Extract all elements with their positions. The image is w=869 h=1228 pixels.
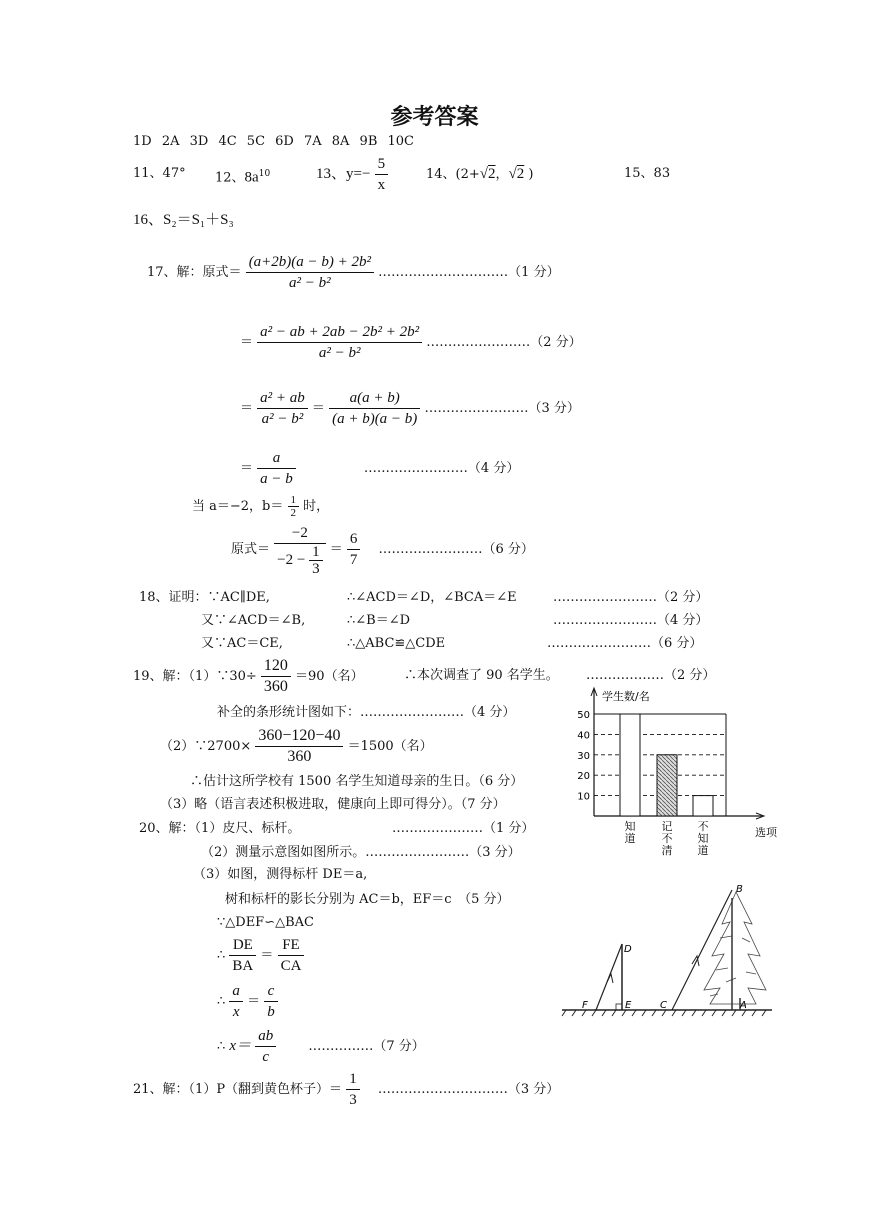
category-label: 道	[697, 844, 709, 857]
q20-result: ∴ x＝ $\frac{ab}{c}$ ……………（7 分）	[217, 1028, 425, 1065]
q18-l3b: ∴△ABC≌△CDE	[347, 636, 446, 651]
shadow-measure-diagram	[560, 878, 776, 1024]
category-label: 记	[661, 820, 673, 833]
right-angle-mark	[616, 1004, 622, 1010]
q19-l1d: ………………（2 分）	[586, 668, 716, 683]
q18-l2c: ……………………（4 分）	[553, 613, 709, 628]
answer-15: 15、83	[624, 166, 671, 181]
q19-line5: （3）略（语言表述积极进取，健康向上即可得分）。（7 分）	[160, 797, 506, 812]
label-B: B	[736, 884, 743, 895]
q18-l1c: ……………………（2 分）	[553, 590, 709, 605]
category-label: 知	[624, 820, 636, 833]
q18-l3c: ……………………（6 分）	[547, 636, 703, 651]
y-tick-label: 50	[577, 710, 590, 721]
mc-answers: 1D 2A 3D 4C 5C 6D 7A 8A 9B 10C	[133, 134, 414, 149]
q18-l1b: ∴∠ACD＝∠D，∠BCA＝∠E	[347, 590, 517, 605]
q20-line3: （3）如图，测得标杆 DE＝a,	[193, 867, 368, 882]
bar-1	[657, 755, 677, 816]
bar-chart	[566, 684, 786, 864]
q18-l2b: ∴∠B＝∠D	[347, 613, 411, 628]
y-tick-label: 20	[577, 771, 590, 783]
q19-line3: （2）∵2700× $\frac{360-120-40}{360}$ ＝1500（名）	[160, 727, 433, 765]
answer-16: 16、S₂＝S₁＋S₃	[133, 212, 234, 228]
q17-line2: ＝ $\frac{\text{a² − ab + 2ab − 2b² + 2b²}}{\text{a² − b²}}$ ……………………（2 分）	[240, 324, 582, 361]
q20-line2: （2）测量示意图如图所示。……………………（3 分）	[201, 845, 521, 860]
label-C: C	[660, 1000, 667, 1011]
bar-0	[620, 714, 640, 816]
tree-icon	[704, 892, 766, 1010]
q20-line4: 树和标杆的影长分别为 AC＝b，EF＝c （5 分）	[225, 892, 510, 907]
q20-line1-dots: …………………（1 分）	[392, 821, 535, 836]
q18-l1a: 18、证明：∵AC∥DE,	[139, 590, 270, 605]
q17-when: 当 a＝−2，b＝ $\frac{1}{2}$ 时，	[192, 494, 330, 519]
answer-12: 12、$8a^{10}$	[215, 169, 271, 186]
q17-line1: 17、解：原式＝ $\frac{\text{(a+2b)(a − b) + 2b²}}{\text{a² − b²}}$ …………………………（1 分）	[147, 254, 560, 291]
q20-line1: 20、解：（1）皮尺、标杆。	[139, 821, 301, 836]
y-axis-label: 学生数/名	[602, 690, 650, 703]
bar-2	[693, 796, 713, 816]
q21-line1: 21、解：（1）P（翻到黄色杯子）＝ $\frac{1}{3}$ …………………………（3 分）	[133, 1071, 560, 1108]
category-label: 知	[697, 832, 709, 845]
label-F: F	[582, 1000, 588, 1011]
answer-13: 13、y=− $\frac{5}{x}$	[316, 154, 388, 195]
label-A: A	[740, 1000, 747, 1011]
q19-line1: 19、解：（1）∵30÷ $\frac{120}{360}$ ＝90（名）	[133, 657, 364, 695]
category-label: 不	[697, 820, 709, 833]
q19-l1c: ∴本次调查了 90 名学生。	[404, 668, 559, 683]
q20-line5: ∵△DEF∽△BAC	[217, 915, 314, 930]
q19-line4: ∴估计这所学校有 1500 名学生知道母亲的生日。（6 分）	[190, 774, 524, 789]
category-label: 清	[661, 844, 673, 857]
q17-line4: ＝ $\frac{a}{a - b}$ ……………………（4 分）	[240, 450, 520, 487]
label-D: D	[624, 944, 632, 955]
x-axis-label: 选项	[755, 826, 777, 839]
answer-14: 14、(2+√2，√2 )	[426, 166, 534, 182]
category-label: 不	[661, 832, 673, 845]
page-title: 参考答案	[390, 105, 479, 130]
label-E: E	[625, 1000, 632, 1011]
ray-BC	[672, 890, 732, 1010]
q19-line2: 补全的条形统计图如下：……………………（4 分）	[217, 705, 516, 720]
answer-11: 11、47°	[133, 166, 186, 181]
q18-l3a: 又∵AC＝CE,	[201, 636, 283, 651]
category-label: 道	[624, 832, 636, 845]
q17-result: 原式＝ −2 −2 − $\frac{1}{3}$ ＝ $\frac{6}{7}$ ……………………（6 分）	[231, 524, 534, 577]
y-tick-label: 10	[577, 791, 590, 803]
q18-l2a: 又∵∠ACD＝∠B,	[201, 613, 306, 628]
y-tick-label: 40	[577, 730, 590, 742]
q20-ratio2: ∴ $\frac{a}{x}$ ＝ $\frac{c}{b}$	[217, 980, 278, 1024]
q20-ratio1: ∴ $\frac{DE}{BA}$ ＝ $\frac{FE}{CA}$	[217, 934, 304, 978]
y-tick-label: 30	[577, 750, 590, 762]
q17-line3: ＝ $\frac{\text{a² + ab}}{\text{a² − b²}}$ ＝ $\frac{a(a + b)}{(a + b)(a - b)}$ ……………………（3 分）	[240, 390, 580, 427]
